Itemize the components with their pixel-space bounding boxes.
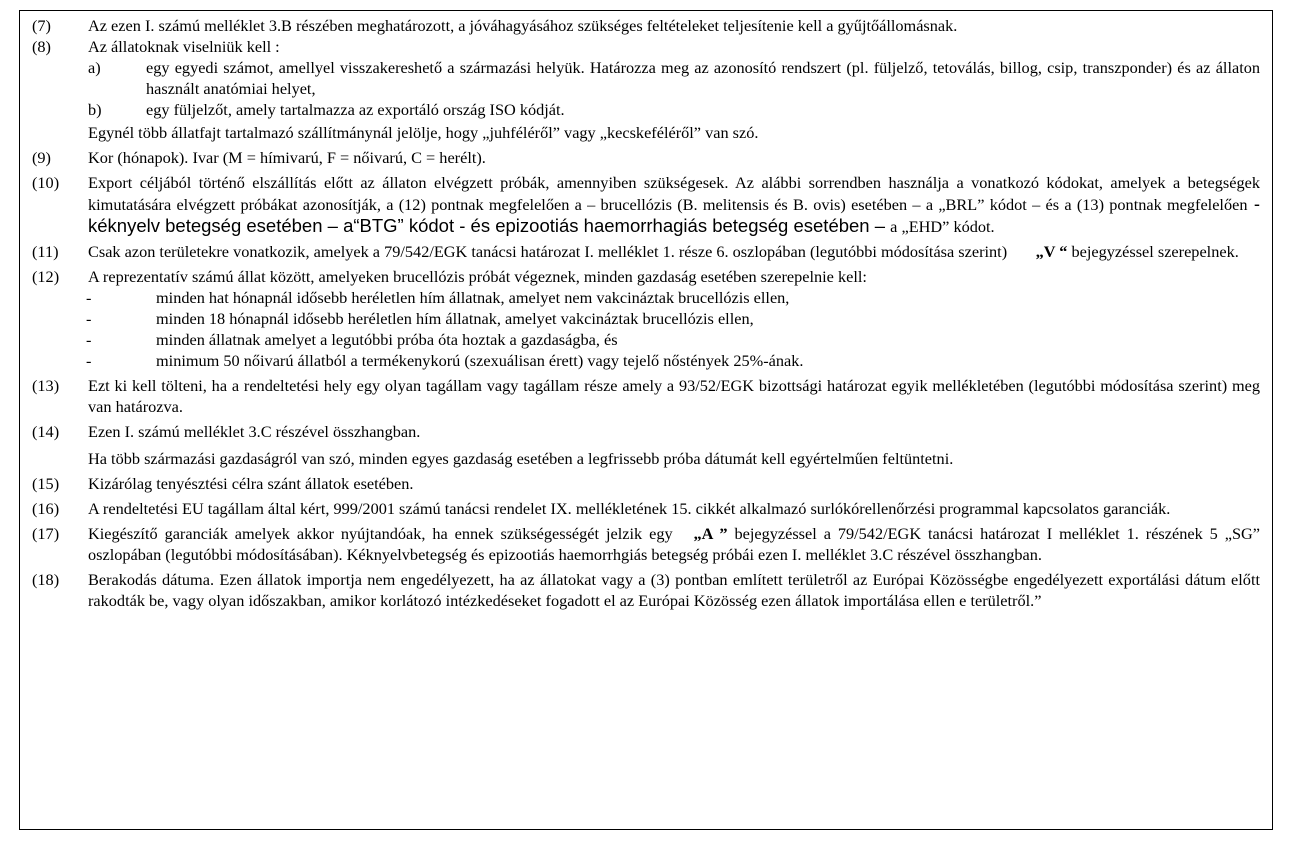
list-item-label: - bbox=[86, 330, 92, 349]
note-number: (12) bbox=[32, 267, 60, 286]
list-item-label: a) bbox=[88, 58, 101, 77]
list-item-text: minden 18 hónapnál idősebb heréletlen hím állatnak, amelyet vakcináztak brucellózis ellen, bbox=[156, 309, 754, 328]
note-number: (16) bbox=[32, 499, 60, 518]
list-item-label: - bbox=[86, 309, 92, 328]
note-7 bbox=[32, 15, 1260, 36]
list-item-text: egy füljelzőt, amely tartalmazza az exportáló ország ISO kódját. bbox=[146, 100, 565, 119]
note-text: Az ezen I. számú melléklet 3.B részében meghatározott, a jóváhagyásához szükséges feltételeket teljesítenie kell a gyűjtőállomásnak. bbox=[88, 16, 958, 35]
note-number: (15) bbox=[32, 474, 60, 493]
note-text: Kizárólag tenyésztési célra szánt állatok esetében. bbox=[88, 474, 414, 493]
note-number: (8) bbox=[32, 37, 51, 56]
note-10 bbox=[32, 172, 1260, 237]
note-8 bbox=[32, 36, 1260, 143]
list-item-label: - bbox=[86, 288, 92, 307]
note-17 bbox=[32, 523, 1260, 565]
note-text: bejegyzéssel szerepelnek. bbox=[1071, 242, 1239, 261]
note-text: Kor (hónapok). Ivar (M = hímivarú, F = nőivarú, C = herélt). bbox=[88, 148, 486, 167]
note-text: Csak azon területekre vonatkozik, amelyek a 79/542/EGK tanácsi határozat I. melléklet 1. része 6. oszlopában (legutóbbi módosítása szerint) bbox=[88, 242, 1008, 261]
note-intro: A reprezentatív számú állat között, amelyeken brucellózis próbát végeznek, minden gazdaság esetében szerepelnie kell: bbox=[88, 267, 867, 286]
list-item bbox=[32, 329, 1260, 350]
note-15 bbox=[32, 473, 1260, 494]
note-followup: Egynél több állatfajt tartalmazó szállítmánynál jelölje, hogy „juhféléről” vagy „kecskeféléről” van szó. bbox=[88, 123, 759, 142]
note-mark: „A ” bbox=[693, 524, 728, 543]
note-body bbox=[88, 241, 1260, 262]
note-number: (18) bbox=[32, 570, 60, 589]
note-body bbox=[88, 36, 1260, 143]
note-number: (14) bbox=[32, 422, 60, 441]
note-body bbox=[88, 523, 1260, 565]
note-text: bejegyzéssel a 79/542/EGK tanácsi határozat I melléklet 1. részének 5 „SG” oszlopában (legutóbbi módosításában). Kéknyelvbetegség és epizootiás haemorrhgiás betegség próbái ezen I. melléklet 3.C részével összhangban. bbox=[88, 524, 1261, 564]
note-11 bbox=[32, 241, 1260, 262]
list-item-text: minimum 50 nőivarú állatból a termékenykorú (szexuálisan érett) vagy tejelő nőstények 25%-ának. bbox=[156, 351, 804, 370]
note-text: Ezt ki kell tölteni, ha a rendeltetési hely egy olyan tagállam vagy tagállam része amely a 93/52/EGK bizottsági határozat egyik mellékletében (legutóbbi módosítása szerint) meg van határozva. bbox=[88, 376, 1260, 416]
note-text: a „EHD” kódot. bbox=[890, 217, 995, 236]
note-text: Berakodás dátuma. Ezen állatok importja nem engedélyezett, ha az állatokat vagy a (3) pontban említett területről az Európai Közösségbe engedélyezett exportálási dátum előtt rakodták be, vagy olyan időszakban, amikor korlátozó intézkedéseket fogadott el az Európai Közösség ezen állatok importálása ellen e területről.” bbox=[88, 570, 1260, 610]
list-item-label: b) bbox=[88, 100, 102, 119]
list-item-text: egy egyedi számot, amellyel visszakereshető a származási helyük. Határozza meg az azonosító rendszert (pl. füljelző, tetoválás, billog, csip, transzponder) és az állaton használt anatómiai helyet, bbox=[146, 58, 1260, 98]
note-13 bbox=[32, 375, 1260, 417]
document-frame bbox=[19, 10, 1273, 830]
note-number: (11) bbox=[32, 242, 59, 261]
note-9 bbox=[32, 147, 1260, 168]
note-text: Kiegészítő garanciák amelyek akkor nyújtandóak, ha ennek szükségességét jelzik egy bbox=[88, 524, 673, 543]
note-text: Ezen I. számú melléklet 3.C részével összhangban. bbox=[88, 422, 421, 441]
note-16 bbox=[32, 498, 1260, 519]
list-item-text: minden állatnak amelyet a legutóbbi próba óta hoztak a gazdaságba, és bbox=[156, 330, 618, 349]
note-number: (13) bbox=[32, 376, 60, 395]
note-text: A rendeltetési EU tagállam által kért, 999/2001 számú tanácsi rendelet IX. mellékletének 15. cikkét alkalmazó surlókórellenőrzési programmal kapcsolatos garanciák. bbox=[88, 499, 1171, 518]
list-item bbox=[32, 308, 1260, 329]
list-item-label: - bbox=[86, 351, 92, 370]
note-12 bbox=[32, 266, 1260, 287]
note-body bbox=[88, 172, 1260, 237]
list-item-text: minden hat hónapnál idősebb heréletlen hím állatnak, amelyet nem vakcináztak brucellózis ellen, bbox=[156, 288, 790, 307]
list-item bbox=[88, 99, 1260, 120]
list-item bbox=[88, 57, 1260, 99]
note-number: (17) bbox=[32, 524, 60, 543]
note-number: (10) bbox=[32, 173, 60, 192]
note-followup: Ha több származási gazdaságról van szó, minden egyes gazdaság esetében a legfrissebb próba dátumát kell egyértelműen feltüntetni. bbox=[88, 449, 954, 468]
note-text: Export céljából történő elszállítás előtt az állaton elvégzett próbák, amennyiben szükségesek. Az alábbi sorrendben használja a vonatkozó kódokat, amelyek a betegségek kimutatására elvégzett próbákat azonosítják, a (12) pontnak megfelelően a – brucellózis (B. melitensis és B. ovis) esetében – a „BRL” kódot – és a (13) pontnak megfelelően bbox=[88, 173, 1260, 214]
note-number: (9) bbox=[32, 148, 51, 167]
note-body bbox=[88, 266, 1260, 287]
note-intro: Az állatoknak viselniük kell : bbox=[88, 37, 280, 56]
note-18 bbox=[32, 569, 1260, 611]
list-item bbox=[32, 350, 1260, 371]
note-14 bbox=[32, 421, 1260, 469]
note-number: (7) bbox=[32, 16, 51, 35]
note-mark: „V “ bbox=[1035, 242, 1068, 261]
note-body bbox=[88, 421, 1260, 469]
list-item bbox=[32, 287, 1260, 308]
note-text-sans: - kéknyelv betegség esetében – a“BTG” kódot - és epizootiás haemorrhagiás betegség esetében – bbox=[88, 193, 1260, 236]
